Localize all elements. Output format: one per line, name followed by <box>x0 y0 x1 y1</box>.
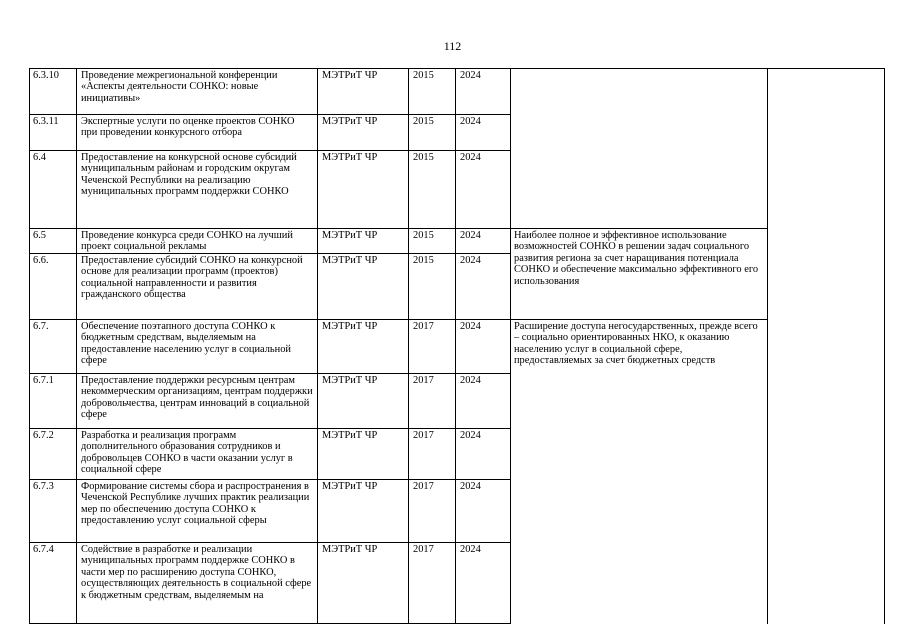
row-number: 6.7.3 <box>33 481 54 492</box>
row-end-year: 2024 <box>460 116 481 127</box>
row-responsible: МЭТРиТ ЧР <box>322 544 378 555</box>
row-end-year: 2024 <box>460 481 481 492</box>
outcome-text: Наиболее полное и эффективное использование возможностей СОНКО в решении задач социального развития региона за счет наращивания потенциала СОНКО и обеспечение максимально эффективного его использования <box>514 230 759 287</box>
table-rule <box>29 114 510 115</box>
table-rule <box>29 150 510 151</box>
table-rule <box>455 68 456 624</box>
row-start-year: 2015 <box>413 152 434 163</box>
table-rule <box>29 68 30 624</box>
row-end-year: 2024 <box>460 70 481 81</box>
table-rule <box>29 479 510 480</box>
table-rule <box>510 228 767 229</box>
row-start-year: 2017 <box>413 430 434 441</box>
row-description: Проведение межрегиональной конференции «Аспекты деятельности СОНКО: новые инициативы» <box>81 70 278 104</box>
table-rule <box>29 68 510 69</box>
row-start-year: 2015 <box>413 116 434 127</box>
row-description: Предоставление поддержки ресурсным центрам некоммерческим организациям, центрам поддержки добровольчества, центрам инноваций в социальной сфере <box>81 375 313 421</box>
row-start-year: 2015 <box>413 230 434 241</box>
page-number: 112 <box>443 39 462 53</box>
table-rule <box>510 319 767 320</box>
row-description: Обеспечение поэтапного доступа СОНКО к бюджетным средствам, выделяемым на предоставление населению услуг в социальной сфере <box>81 321 291 367</box>
outcome-text: Расширение доступа негосударственных, прежде всего – социально ориентированных НКО, к оказанию населению услуг в социальной сфере, предоставляемых за счет бюджетных средств <box>514 321 758 367</box>
table-rule <box>29 623 510 624</box>
row-number: 6.4 <box>33 152 46 163</box>
row-start-year: 2017 <box>413 321 434 332</box>
row-number: 6.7.1 <box>33 375 54 386</box>
table-rule <box>510 68 885 69</box>
row-responsible: МЭТРиТ ЧР <box>322 116 378 127</box>
row-start-year: 2015 <box>413 70 434 81</box>
row-responsible: МЭТРиТ ЧР <box>322 230 378 241</box>
row-end-year: 2024 <box>460 544 481 555</box>
table-rule <box>29 542 510 543</box>
row-description: Экспертные услуги по оценке проектов СОНКО при проведении конкурсного отбора <box>81 116 295 139</box>
table-rule <box>317 68 318 624</box>
table-rule <box>29 253 510 254</box>
table-rule <box>884 68 885 624</box>
table-rule <box>29 373 510 374</box>
table-rule <box>29 228 510 229</box>
row-description: Формирование системы сбора и распространения в Чеченской Республике лучших практик реализации мер по обеспечению доступа СОНКО к предоставлению услуг социальной сферы <box>81 481 310 527</box>
table-rule <box>29 428 510 429</box>
row-description: Проведение конкурса среди СОНКО на лучший проект социальной рекламы <box>81 230 293 253</box>
row-responsible: МЭТРиТ ЧР <box>322 375 378 386</box>
row-end-year: 2024 <box>460 255 481 266</box>
row-number: 6.3.11 <box>33 116 59 127</box>
row-description: Предоставление субсидий СОНКО на конкурсной основе для реализации программ (проектов) социальной направленности и развития гражданского общества <box>81 255 303 301</box>
row-responsible: МЭТРиТ ЧР <box>322 152 378 163</box>
table-rule <box>29 319 510 320</box>
row-start-year: 2015 <box>413 255 434 266</box>
table-rule <box>767 68 768 624</box>
table-rule <box>510 68 511 624</box>
row-description: Предоставление на конкурсной основе субсидий муниципальным районам и городским округам Чеченской Республики на реализацию муниципальных программ поддержки СОНКО <box>81 152 297 198</box>
row-responsible: МЭТРиТ ЧР <box>322 321 378 332</box>
row-responsible: МЭТРиТ ЧР <box>322 430 378 441</box>
row-end-year: 2024 <box>460 321 481 332</box>
row-responsible: МЭТРиТ ЧР <box>322 70 378 81</box>
row-number: 6.5 <box>33 230 46 241</box>
row-responsible: МЭТРиТ ЧР <box>322 255 378 266</box>
table-rule <box>76 68 77 624</box>
table-rule <box>408 68 409 624</box>
row-responsible: МЭТРиТ ЧР <box>322 481 378 492</box>
row-number: 6.7.2 <box>33 430 54 441</box>
row-number: 6.3.10 <box>33 70 59 81</box>
row-description: Содействие в разработке и реализации муниципальных программ поддержке СОНКО в части мер по расширению доступа СОНКО, осуществляющих деятельность в социальной сфере к бюджетным средствам, выделяемым на <box>81 544 312 601</box>
row-description: Разработка и реализация программ дополнительного образования сотрудников и добровольцев СОНКО в части оказании услуг в социальной сфере <box>81 430 293 476</box>
row-start-year: 2017 <box>413 481 434 492</box>
row-number: 6.6. <box>33 255 49 266</box>
row-end-year: 2024 <box>460 230 481 241</box>
row-number: 6.7.4 <box>33 544 54 555</box>
row-number: 6.7. <box>33 321 49 332</box>
row-end-year: 2024 <box>460 152 481 163</box>
row-end-year: 2024 <box>460 375 481 386</box>
row-end-year: 2024 <box>460 430 481 441</box>
measures-table <box>29 68 905 624</box>
row-start-year: 2017 <box>413 544 434 555</box>
row-start-year: 2017 <box>413 375 434 386</box>
